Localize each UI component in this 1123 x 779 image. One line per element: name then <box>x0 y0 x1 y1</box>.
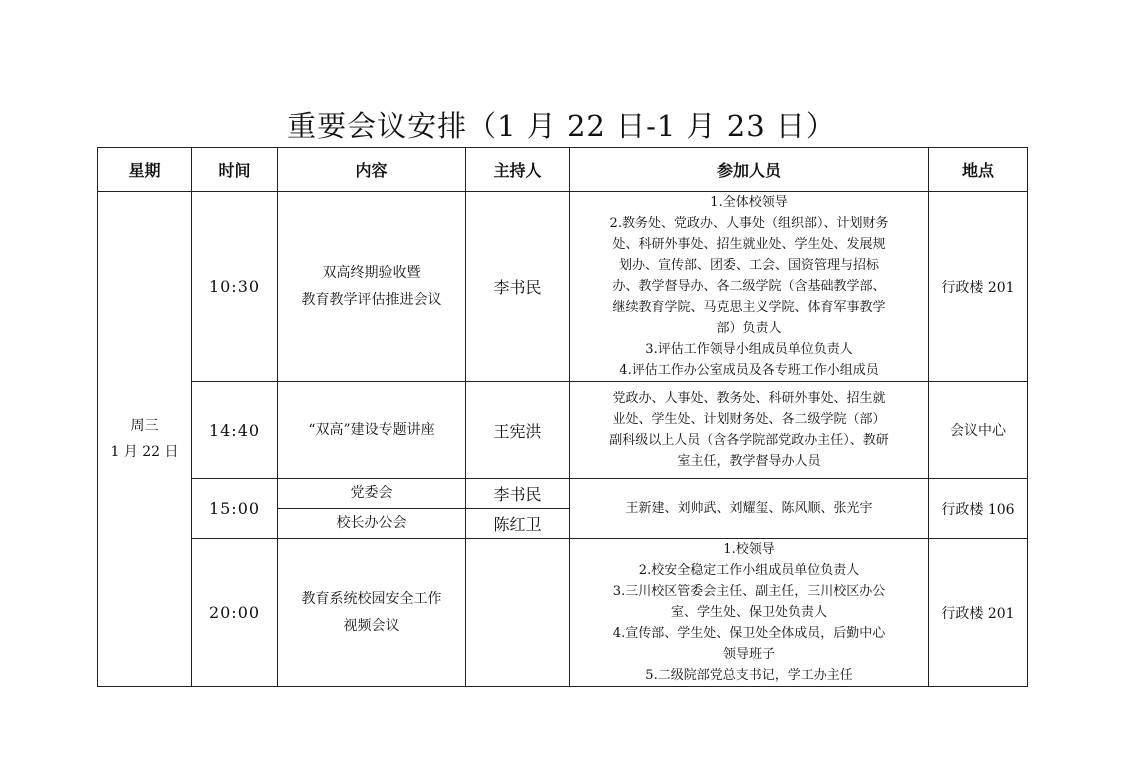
participant-line: 4.评估工作办公室成员及各专班工作小组成员 <box>619 363 879 378</box>
content-line: 教育系统校园安全工作 <box>301 590 442 607</box>
page-title: 重要会议安排（1 月 22 日-1 月 23 日） <box>287 109 836 143</box>
content-cell <box>278 539 466 687</box>
participant-line: 2.校安全稳定工作小组成员单位负责人 <box>638 563 860 578</box>
participant-line: 业处、学生处、计划财务处、各二级学院（部） <box>612 412 886 427</box>
participant-line: 1.校领导 <box>723 542 775 557</box>
day-cell <box>98 192 192 687</box>
host-cell: 李书民 <box>466 479 570 509</box>
participant-line: 王新建、刘帅武、刘耀玺、陈风顺、张光宇 <box>625 501 873 516</box>
participant-line: 部）负责人 <box>716 321 782 336</box>
content-line: 双高终期验收暨 <box>322 264 421 281</box>
participant-line: 3.评估工作领导小组成员单位负责人 <box>645 342 853 357</box>
participant-line: 党政办、人事处、教务处、科研外事处、招生就 <box>612 391 886 406</box>
participant-line: 室主任，教学督导办人员 <box>677 454 821 469</box>
header-weekday: 星期 <box>98 148 192 192</box>
participants-cell <box>570 479 929 539</box>
participant-line: 3.三川校区管委会主任、副主任，三川校区办公 <box>612 584 886 599</box>
participant-line: 5.二级院部党总支书记，学工办主任 <box>645 668 853 683</box>
participant-line: 处、科研外事处、招生就业处、学生处、发展规 <box>612 237 886 252</box>
header-content: 内容 <box>278 148 466 192</box>
host-cell: 陈红卫 <box>466 509 570 539</box>
content-line: “双高”建设专题讲座 <box>308 421 435 438</box>
table-header-row <box>98 148 1028 192</box>
place-cell: 行政楼 106 <box>929 479 1028 539</box>
time-cell: 10:30 <box>192 192 278 382</box>
participant-line: 室、学生处、保卫处负责人 <box>670 605 827 620</box>
participant-line: 领导班子 <box>722 647 775 662</box>
participant-line: 办、教学督导办、各二级学院（含基础教学部、 <box>612 279 886 294</box>
table-row <box>98 479 1028 509</box>
content-cell <box>278 192 466 382</box>
content-cell: 党委会 <box>278 479 466 509</box>
header-place: 地点 <box>929 148 1028 192</box>
table-row <box>98 382 1028 479</box>
time-cell: 15:00 <box>192 479 278 539</box>
participant-line: 副科级以上人员（含各学院部党政办主任）、教研 <box>609 433 889 448</box>
participant-line: 4.宣传部、学生处、保卫处全体成员，后勤中心 <box>612 626 886 641</box>
date-label: 1 月 22 日 <box>110 444 179 460</box>
content-cell: 校长办公会 <box>278 509 466 539</box>
time-cell: 20:00 <box>192 539 278 687</box>
place-cell: 行政楼 201 <box>929 192 1028 382</box>
time-cell: 14:40 <box>192 382 278 479</box>
weekday-label: 周三 <box>130 418 159 434</box>
participants-cell <box>570 192 929 382</box>
participant-line: 划办、宣传部、团委、工会、国资管理与招标 <box>618 258 879 273</box>
content-line: 视频会议 <box>343 617 400 634</box>
host-cell <box>466 539 570 687</box>
header-participants: 参加人员 <box>570 148 929 192</box>
table-row <box>98 539 1028 687</box>
place-cell: 行政楼 201 <box>929 539 1028 687</box>
place-cell: 会议中心 <box>929 382 1028 479</box>
header-host: 主持人 <box>466 148 570 192</box>
schedule-table <box>97 147 1028 687</box>
participant-line: 2.教务处、党政办、人事处（组织部）、计划财务 <box>609 216 889 231</box>
host-cell: 王宪洪 <box>466 382 570 479</box>
participant-line: 1.全体校领导 <box>710 195 788 210</box>
participants-cell <box>570 539 929 687</box>
participant-line: 继续教育学院、马克思主义学院、体育军事教学 <box>612 300 886 315</box>
table-row <box>98 192 1028 382</box>
host-cell: 李书民 <box>466 192 570 382</box>
content-line: 教育教学评估推进会议 <box>301 291 442 308</box>
content-cell <box>278 382 466 479</box>
participants-cell <box>570 382 929 479</box>
header-time: 时间 <box>192 148 278 192</box>
